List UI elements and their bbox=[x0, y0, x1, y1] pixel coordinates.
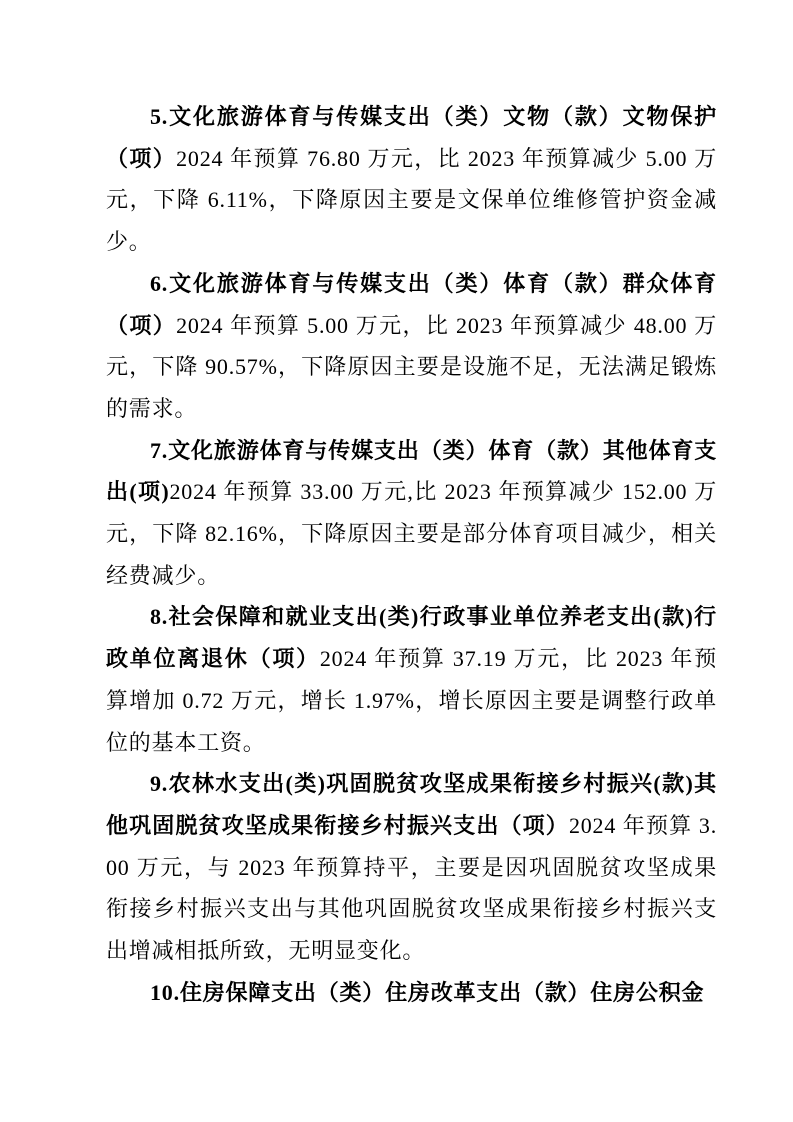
budget-paragraph-10 bbox=[106, 972, 717, 1014]
budget-paragraph-6-body: 2024 年预算 5.00 万元，比 2023 年预算减少 48.00 万元，下降 90.57%，下降原因主要是设施不足，无法满足锻炼的需求。 bbox=[106, 312, 717, 421]
budget-paragraph-9-body: 2024 年预算 3.00 万元，与 2023 年预算持平，主要是因巩固脱贫攻坚成果衔接乡村振兴支出与其他巩固脱贫攻坚成果衔接乡村振兴支出增减相抵所致，无明显变化。 bbox=[106, 812, 717, 964]
budget-paragraph-6-heading: 6.文化旅游体育与传媒支出（类）体育（款）群众体育（项） bbox=[106, 270, 717, 338]
budget-paragraph-7-body: 2024 年预算 33.00 万元,比 2023 年预算减少 152.00 万元，下降 82.16%，下降原因主要是部分体育项目减少，相关经费减少。 bbox=[106, 479, 717, 588]
budget-paragraph-5-heading: 5.文化旅游体育与传媒支出（类）文物（款）文物保护（项） bbox=[106, 104, 717, 171]
budget-paragraph-10-heading: 10.住房保障支出（类）住房改革支出（款）住房公积金 bbox=[150, 979, 705, 1005]
budget-paragraph-7-heading: 7.文化旅游体育与传媒支出（类）体育（款）其他体育支出(项) bbox=[106, 437, 717, 505]
budget-paragraph-6 bbox=[106, 263, 717, 430]
budget-paragraph-7 bbox=[106, 430, 717, 597]
budget-paragraph-8 bbox=[106, 596, 717, 763]
budget-paragraph-5-body: 2024 年预算 76.80 万元，比 2023 年预算减少 5.00 万元，下降 6.11%，下降原因主要是文保单位维修管护资金减少。 bbox=[106, 145, 717, 255]
budget-paragraph-5 bbox=[106, 96, 717, 263]
budget-paragraph-9-heading: 9.农林水支出(类)巩固脱贫攻坚成果衔接乡村振兴(款)其他巩固脱贫攻坚成果衔接乡村振兴支出（项） bbox=[106, 771, 717, 838]
budget-paragraph-8-body: 2024 年预算 37.19 万元，比 2023 年预算增加 0.72 万元，增长 1.97%，增长原因主要是调整行政单位的基本工资。 bbox=[106, 646, 717, 755]
document-content bbox=[106, 96, 717, 1013]
budget-paragraph-8-heading: 8.社会保障和就业支出(类)行政事业单位养老支出(款)行政单位离退休（项） bbox=[106, 604, 717, 672]
budget-paragraph-9 bbox=[106, 763, 717, 972]
